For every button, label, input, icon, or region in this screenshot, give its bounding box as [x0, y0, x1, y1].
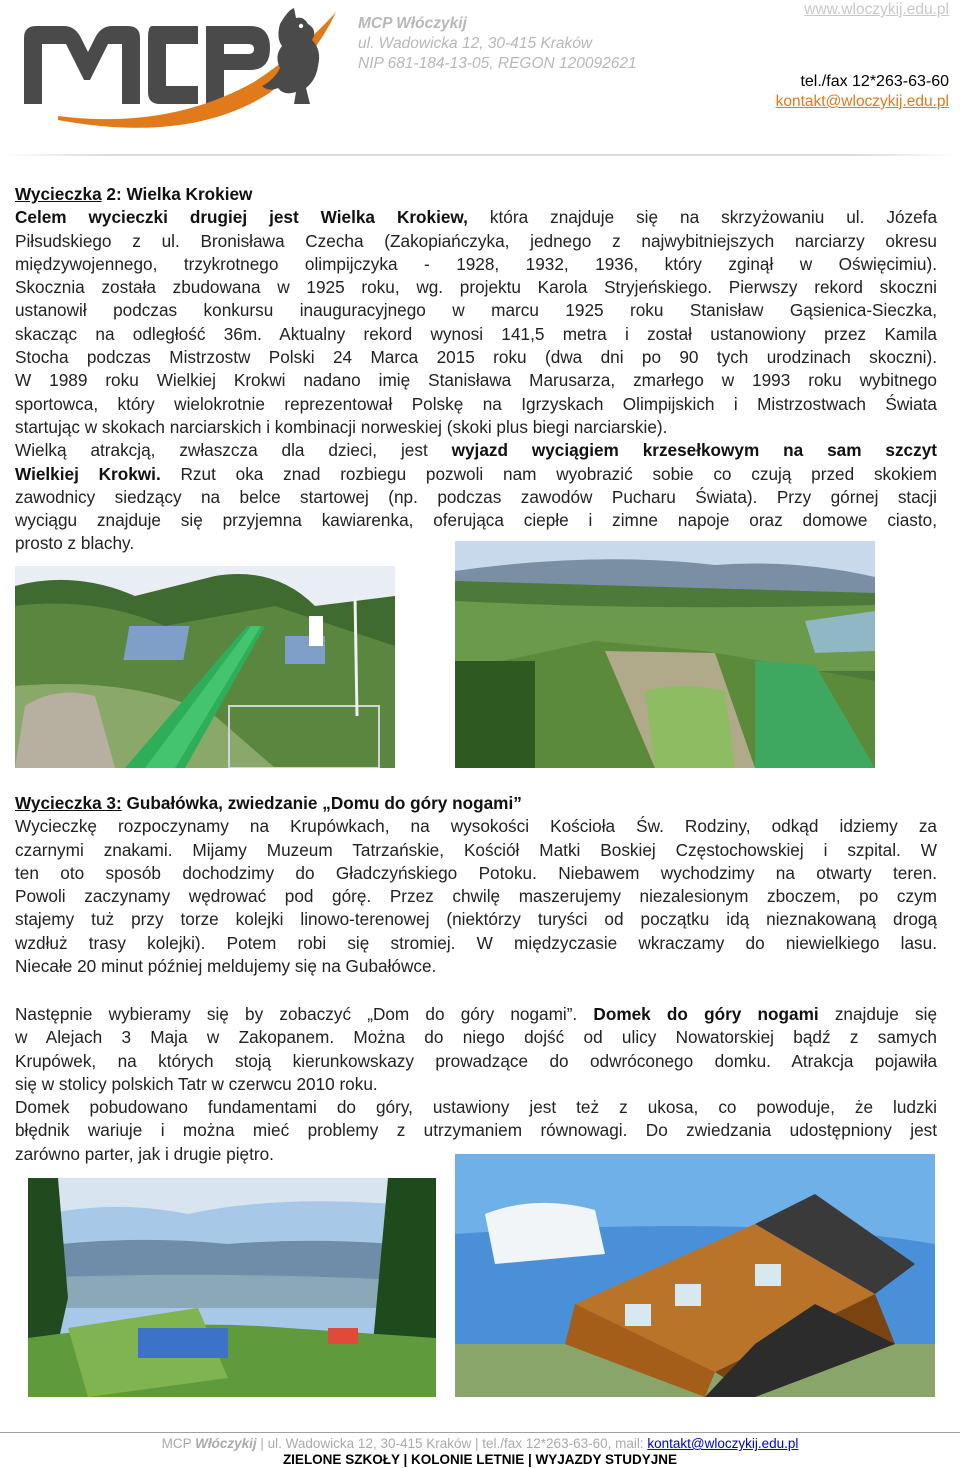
trip2-line-10: startując w skokach narciarskich i kombinacji norweskiej (skoki plus biegi narciarskie).: [15, 416, 668, 437]
trip2-line-2: Piłsudskiego z ul. Bronisława Czecha (Zakopiańczyka, jednego z najwybitniejszych narciarzy okresu: [15, 230, 937, 251]
trip3-line-1: Wycieczkę rozpoczynamy na Krupówkach, na wysokości Kościoła Św. Rodziny, odkąd idziemy za: [15, 816, 937, 837]
company-address: ul. Wadowicka 12, 30-415 Kraków: [358, 35, 593, 52]
trip3-line-5: stajemy tuż przy torze kolejki linowo-terenowej (niektórzy turyści od początku idą nieznakowaną drogą: [15, 909, 937, 930]
ski-stadium-aerial-photo: [455, 541, 875, 768]
trip3-second-paragraph: [15, 1003, 937, 1166]
gubalowka-view-photo: [28, 1178, 436, 1397]
trip2-line-13: zawodnicy siedzący na belce startowej (np. podczas zawodów Pucharu Świata). Przy górnej stacji: [15, 486, 937, 507]
mcp-logo: [18, 4, 348, 134]
trip3-p2-line-5: Domek pobudowano fundamentami do góry, ustawiony jest też z ukosa, co powoduje, że ludzki: [15, 1097, 937, 1118]
trip3-section: [15, 792, 937, 978]
footer-mcp: MCP: [161, 1436, 192, 1451]
trip3-title: Wycieczka 3: Gubałówka, zwiedzanie „Domu do góry nogami”: [15, 793, 522, 813]
trip3-line-3: ten oto sposób dochodzimy do Gładczyńskiego Potoku. Niebawem wychodzimy na otwarty teren.: [15, 862, 937, 883]
footer-tagline: ZIELONE SZKOŁY | KOLONIE LETNIE | WYJAZDY STUDYJNE: [282, 1452, 678, 1467]
trip2-line-7: Stocha podczas Mistrzostw Polski 24 Marca 2015 roku (dwa dni po 90 tych urodzinach skoczni).: [15, 347, 937, 368]
website-link[interactable]: www.wloczykij.edu.pl: [804, 1, 949, 18]
trip2-line-14: wyciągu znajduje się przyjemna kawiarenka, oferująca ciepłe i zimne napoje oraz domowe ciasto,: [15, 510, 937, 531]
header-divider: [0, 154, 960, 156]
trip3-p2-line-3: Krupówek, na których stoją kierunkowskazy prowadzące do odwróconego domku. Atrakcja pojawiła: [15, 1050, 937, 1071]
trip3-p2-line-7: zarówno parter, jak i drugie piętro.: [15, 1143, 274, 1164]
trip2-line-12: Wielkiej Krokwi. Rzut oka znad rozbiegu pozwoli nam wyobrazić sobie co czują przed skokiem: [15, 463, 937, 484]
footer-wloczykij: Włóczykij: [195, 1436, 257, 1451]
trip2-line-15: prosto z blachy.: [15, 533, 135, 554]
company-info: [358, 14, 637, 74]
trip3-p2-line-1: Następnie wybieramy się by zobaczyć „Dom do góry nogami”. Domek do góry nogami znajduje się: [15, 1004, 938, 1024]
contact-info: [776, 0, 949, 112]
footer-info: | ul. Wadowicka 12, 30-415 Kraków | tel./fax 12*263-63-60, mail:: [256, 1436, 648, 1451]
phone-number: tel./fax 12*263-63-60: [800, 73, 949, 90]
trip3-line-6: wzdłuż trasy kolejki). Potem robi się stromiej. W międzyczasie wkraczamy do niewielkiego lasu.: [15, 932, 937, 953]
ski-jump-photo: [15, 566, 395, 768]
trip2-line-6: skacząc na odległość 36m. Aktualny rekord wynosi 141,5 metra i został ustanowiony przez Kamila: [15, 323, 937, 344]
company-ids: NIP 681-184-13-05, REGON 120092621: [358, 55, 637, 72]
trip2-line-9: sportowca, który wielokrotnie reprezentował Polskę na Igrzyskach Olimpijskich i Mistrzostwach Świata: [15, 393, 937, 414]
trip2-line-5: ustanowił podczas konkursu inauguracyjnego w marcu 1925 roku Stanisław Gąsienica-Sieczka,: [15, 300, 937, 321]
trip2-section: [15, 183, 937, 556]
trip2-line-4: Skocznia została zbudowana w 1925 roku, wg. projektu Karola Stryjeńskiego. Pierwszy rekord skoczni: [15, 277, 937, 298]
trip2-title: Wycieczka 2: Wielka Krokiew: [15, 184, 253, 204]
trip3-line-7: Niecałe 20 minut później meldujemy się na Gubałówce.: [15, 956, 437, 977]
footer-email-link[interactable]: kontakt@wloczykij.edu.pl: [647, 1436, 799, 1451]
trip3-line-2: czarnymi znakami. Mijamy Muzeum Tatrzańskie, Kościół Matki Boskiej Częstochowskiej i szpital. W: [15, 839, 937, 860]
trip3-p2-line-2: w Alejach 3 Maja w Zakopanem. Można do niego dojść od ulicy Nowatorskiej bądź z samych: [15, 1027, 937, 1048]
email-link[interactable]: kontakt@wloczykij.edu.pl: [775, 93, 949, 110]
trip2-line-1: Celem wycieczki drugiej jest Wielka Krokiew, która znajduje się na skrzyżowaniu ul. Józefa: [15, 207, 938, 228]
footer-divider: [0, 1432, 960, 1433]
trip2-line-3: międzywojennego, trzykrotnego olimpijczyka - 1928, 1932, 1936, który zginął w Oświęcimiu).: [15, 253, 937, 274]
trip2-line-8: W 1989 roku Wielkiej Krokwi nadano imię Stanisława Marusarza, zmarłego w 1993 roku wybitnego: [15, 370, 937, 391]
company-name: MCP Włóczykij: [358, 15, 467, 32]
trip2-line-11: Wielką atrakcją, zwłaszcza dla dzieci, jest wyjazd wyciągiem krzesełkowym na sam szczyt: [15, 440, 937, 461]
trip3-p2-line-4: się w stolicy polskich Tatr w czerwcu 2010 roku.: [15, 1073, 378, 1094]
trip3-line-4: Powoli zaczynamy wędrować pod górę. Przez chwilę maszerujemy niezalesionym zboczem, po czym: [15, 886, 937, 907]
trip3-p2-line-6: błędnik wariuje i można mieć problemy z utrzymaniem równowagi. Do zwiedzania udostępniony jest: [15, 1120, 937, 1141]
upside-down-house-photo: [455, 1154, 935, 1397]
footer-contact-line: [0, 1436, 960, 1452]
